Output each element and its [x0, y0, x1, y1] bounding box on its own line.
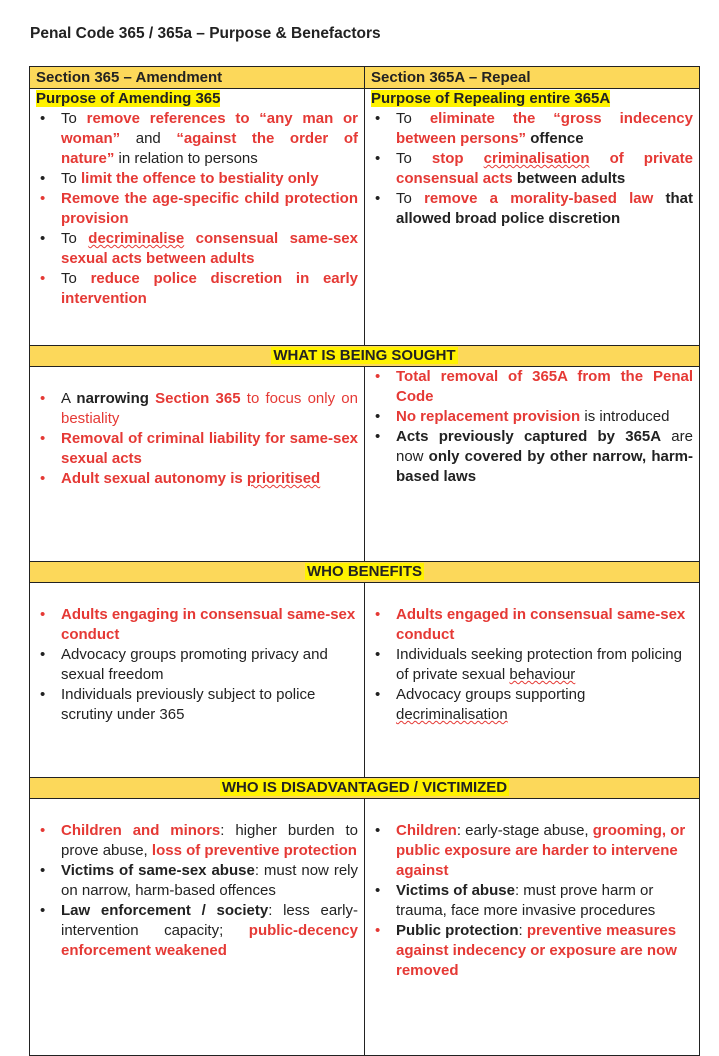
- sought-365-list: [36, 389, 358, 489]
- purpose-365-heading: Purpose of Amending 365: [36, 90, 221, 107]
- benefits-365-cell: [30, 583, 365, 778]
- sought-365a-cell: [365, 367, 700, 562]
- disadvantaged-365a-cell: [365, 799, 700, 1056]
- section-band-disadvantaged: [30, 778, 700, 799]
- section-band-sought: [30, 346, 700, 367]
- list-item: • To stop criminalisation of private consensual acts between adults: [371, 149, 693, 189]
- list-item: • Adults engaging in consensual same-sex conduct: [36, 605, 358, 645]
- list-item: • Advocacy groups supporting decriminalisation: [371, 685, 693, 725]
- page-title: Penal Code 365 / 365a – Purpose & Benefactors: [30, 25, 381, 42]
- list-item: • Victims of same-sex abuse: must now rely on narrow, harm-based offences: [36, 861, 358, 901]
- list-item: • Victims of abuse: must prove harm or trauma, face more invasive procedures: [371, 881, 693, 921]
- list-item: • Adult sexual autonomy is prioritised: [36, 469, 358, 489]
- list-item: • Individuals previously subject to police scrutiny under 365: [36, 685, 358, 725]
- benefits-365a-list: [371, 605, 693, 725]
- sought-365a-list: [371, 367, 693, 487]
- list-item: • Children and minors: higher burden to prove abuse, loss of preventive protection: [36, 821, 358, 861]
- header-section-365: Section 365 – Amendment: [30, 67, 365, 89]
- band-label-disadvantaged: WHO IS DISADVANTAGED / VICTIMIZED: [221, 779, 508, 796]
- comparison-table: [29, 66, 700, 1056]
- band-label-sought: WHAT IS BEING SOUGHT: [273, 347, 456, 364]
- band-label-benefits: WHO BENEFITS: [307, 563, 422, 580]
- list-item: • Children: early-stage abuse, grooming, or public exposure are harder to intervene against: [371, 821, 693, 881]
- list-item: • Acts previously captured by 365A are now only covered by other narrow, harm-based laws: [371, 427, 693, 487]
- benefits-row: [30, 583, 700, 778]
- purpose-365a-list: [371, 109, 693, 229]
- benefits-365a-cell: [365, 583, 700, 778]
- list-item: • To remove references to “any man or woman” and “against the order of nature” in relation to persons: [36, 109, 358, 169]
- section-band-benefits: [30, 562, 700, 583]
- list-item: • Public protection: preventive measures against indecency or exposure are now removed: [371, 921, 693, 981]
- list-item: • Remove the age-specific child protection provision: [36, 189, 358, 229]
- benefits-365-list: [36, 605, 358, 725]
- disadvantaged-365-cell: [30, 799, 365, 1056]
- purpose-row: [30, 89, 700, 346]
- list-item: • To limit the offence to bestiality only: [36, 169, 358, 189]
- purpose-365-cell: [30, 89, 365, 346]
- disadvantaged-365-list: [36, 821, 358, 961]
- purpose-365a-cell: [365, 89, 700, 346]
- disadvantaged-365a-list: [371, 821, 693, 981]
- header-section-365a: Section 365A – Repeal: [365, 67, 700, 89]
- disadvantaged-row: [30, 799, 700, 1056]
- list-item: • A narrowing Section 365 to focus only on bestiality: [36, 389, 358, 429]
- list-item: • Total removal of 365A from the Penal Code: [371, 367, 693, 407]
- list-item: • Advocacy groups promoting privacy and sexual freedom: [36, 645, 358, 685]
- list-item: • To eliminate the “gross indecency between persons” offence: [371, 109, 693, 149]
- list-item: • To remove a morality-based law that allowed broad police discretion: [371, 189, 693, 229]
- list-item: • To decriminalise consensual same-sex sexual acts between adults: [36, 229, 358, 269]
- list-item: • Adults engaged in consensual same-sex conduct: [371, 605, 693, 645]
- list-item: • No replacement provision is introduced: [371, 407, 693, 427]
- list-item: • To reduce police discretion in early intervention: [36, 269, 358, 309]
- list-item: • Removal of criminal liability for same-sex sexual acts: [36, 429, 358, 469]
- purpose-365a-heading: Purpose of Repealing entire 365A: [371, 90, 611, 107]
- purpose-365-list: [36, 109, 358, 309]
- list-item: • Law enforcement / society: less early-intervention capacity; public-decency enforcement weakened: [36, 901, 358, 961]
- sought-365-cell: [30, 367, 365, 562]
- column-header-row: [30, 67, 700, 89]
- sought-row: [30, 367, 700, 562]
- list-item: • Individuals seeking protection from policing of private sexual behaviour: [371, 645, 693, 685]
